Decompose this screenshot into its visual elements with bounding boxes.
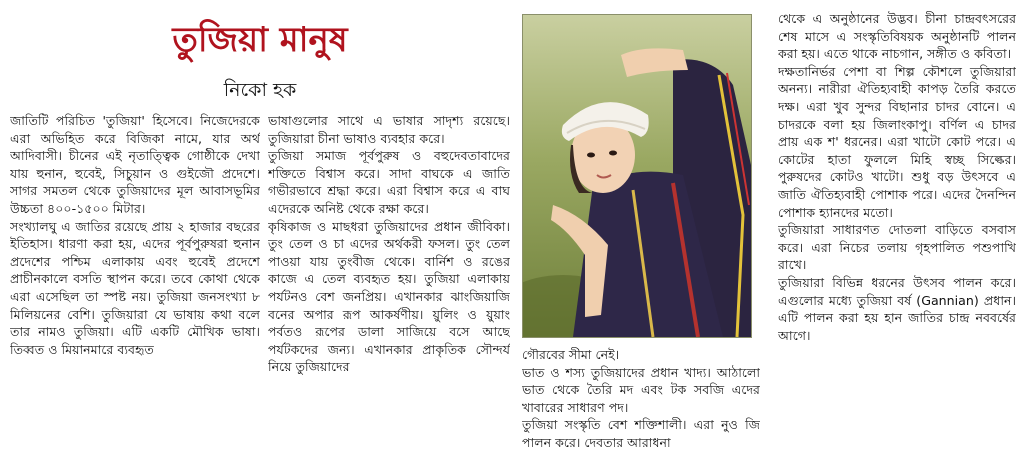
text-column-1 [10,112,260,474]
article-title: তুজিয়া মানুষ [172,20,348,60]
paragraph: গৌরবের সীমা নেই। [522,347,620,362]
paragraph: তুজিয়ারা বিভিন্ন ধরনের উৎসব পালন করে। এগুলোর মধ্যে তুজিয়া বর্ষ (Gannian) প্রধান। এটি পালন করা হয় হান জাতির চান্দ্র নববর্ষের আগে। [778,274,1016,343]
text-column-2 [268,112,510,474]
paragraph: কৃষিকাজ ও মাছধরা তুজিয়াদের প্রধান জীবিকা। তুং তেল ও চা এদের অর্থকরী ফসল। তুং তেল পাওয়া যায় তুংবীজ থেকে। বার্নিশ ও রঙের কাজে এ তেল ব্যবহৃত হয়। তুজিয়া এলাকায় পর্যটনও বেশ জনপ্রিয়। এখানকার ঝাংজিয়াজি বনের অপার রূপ আকর্ষণীয়। য়ুলিং ও য়ুয়াং পর্বতও রূপের ডালা সাজিয়ে বসে আছে পর্যটকদের জন্য। এখানকার প্রাকৃতিক সৌন্দর্য নিয়ে তুজিয়াদের [268,218,510,375]
paragraph: দক্ষতানির্ভর পেশা বা শিল্প কৌশলে তুজিয়ারা অনন্য। নারীরা ঐতিহ্যবাহী কাপড় তৈরি করতে দক্ষ। এরা খুব সুন্দর বিছানার চাদর বোনে। এ চাদরকে বলা হয় জিলাংকাপু। বর্ণিল এ চাদর প্রায় এক শ' ধরনের। এরা খাটো কোট পরে। এ কোটের হাতা ফুললে মিহি স্বচ্ছ সিল্কের। পুরুষদের কোটও খাটো। শুধু বড় উৎসবে এ জাতি ঐতিহ্যবাহী পোশাক পরে। এদের দৈনন্দিন পোশাক হ্যানদের মতো। [778,63,1016,220]
paragraph: সংখ্যালঘু এ জাতির রয়েছে প্রায় ২ হাজার বছরের ইতিহাস। ধারণা করা হয়, এদের পূর্বপুরুষরা হুনান প্রদেশের পশ্চিম এলাকায় এবং হুবেই প্রদেশে প্রাচীনকালে বসতি স্থাপন করে। তবে কোথা থেকে এরা এসেছিল তা স্পষ্ট নয়। তুজিয়া জনসংখ্যা ৮ মিলিয়নের বেশি। তুজিয়ারা যে ভাষায় কথা বলে তার নামও তুজিয়া। এটি একটি মৌখিক ভাষা। তিব্বত ও মিয়ানমারে ব্যবহৃত [10,218,260,357]
paragraph: তুজিয়া সংস্কৃতি বেশ শক্তিশালী। এরা নুও জি পালন করে। দেবতার আরাধনা [522,417,760,450]
text-column-3 [522,346,760,474]
paragraph: ভাষাগুলোর সাথে এ ভাষার সাদৃশ্য রয়েছে। তুজিয়ারা চীনা ভাষাও ব্যবহার করে। [268,113,510,146]
text-column-4 [778,10,1016,474]
paragraph: তুজিয়া সমাজ পূর্বপুরুষ ও বহুদেবতাবাদের শক্তিতে বিশ্বাস করে। সাদা বাঘকে এ জাতি গভীরভাবে শ্রদ্ধা করে। এরা বিশ্বাস করে এ বাঘ এদেরকে অনিষ্ট থেকে রক্ষা করে। [268,148,510,216]
paragraph: জাতিটি পরিচিত 'তুজিয়া' হিসেবে। নিজেদেরকে এরা অভিহিত করে বিজিকা নামে, যার অর্থ আদিবাসী। চীনের এই নৃতাত্ত্বিক গোষ্ঠীকে দেখা যায় হুনান, হুবেই, সিচুয়ান ও গুইজৌ প্রদেশে। সাগর সমতল থেকে তুজিয়াদের মূল আবাসভূমির উচ্চতা ৪০০-১৫০০ মিটার। [10,113,260,216]
article-byline: নিকো হক [223,79,297,101]
paragraph: ভাত ও শস্য তুজিয়াদের প্রধান খাদ্য। আঠালো ভাত থেকে তৈরি মদ এবং টক সবজি এদের খাবারের সাধারণ পদ। [522,364,760,415]
article-photo [522,14,752,338]
paragraph: থেকে এ অনুষ্ঠানের উদ্ভব। চীনা চান্দ্রবৎসরের শেষ মাসে এ সংস্কৃতিবিষয়ক অনুষ্ঠানটি পালন করা হয়। এতে থাকে নাচগান, সঙ্গীত ও কবিতা। [778,11,1016,62]
paragraph: তুজিয়ারা সাধারণত দোতলা বাড়িতে বসবাস করে। এরা নিচের তলায় গৃহপালিত পশুপাখি রাখে। [778,222,1016,273]
photo-illustration [523,15,751,337]
